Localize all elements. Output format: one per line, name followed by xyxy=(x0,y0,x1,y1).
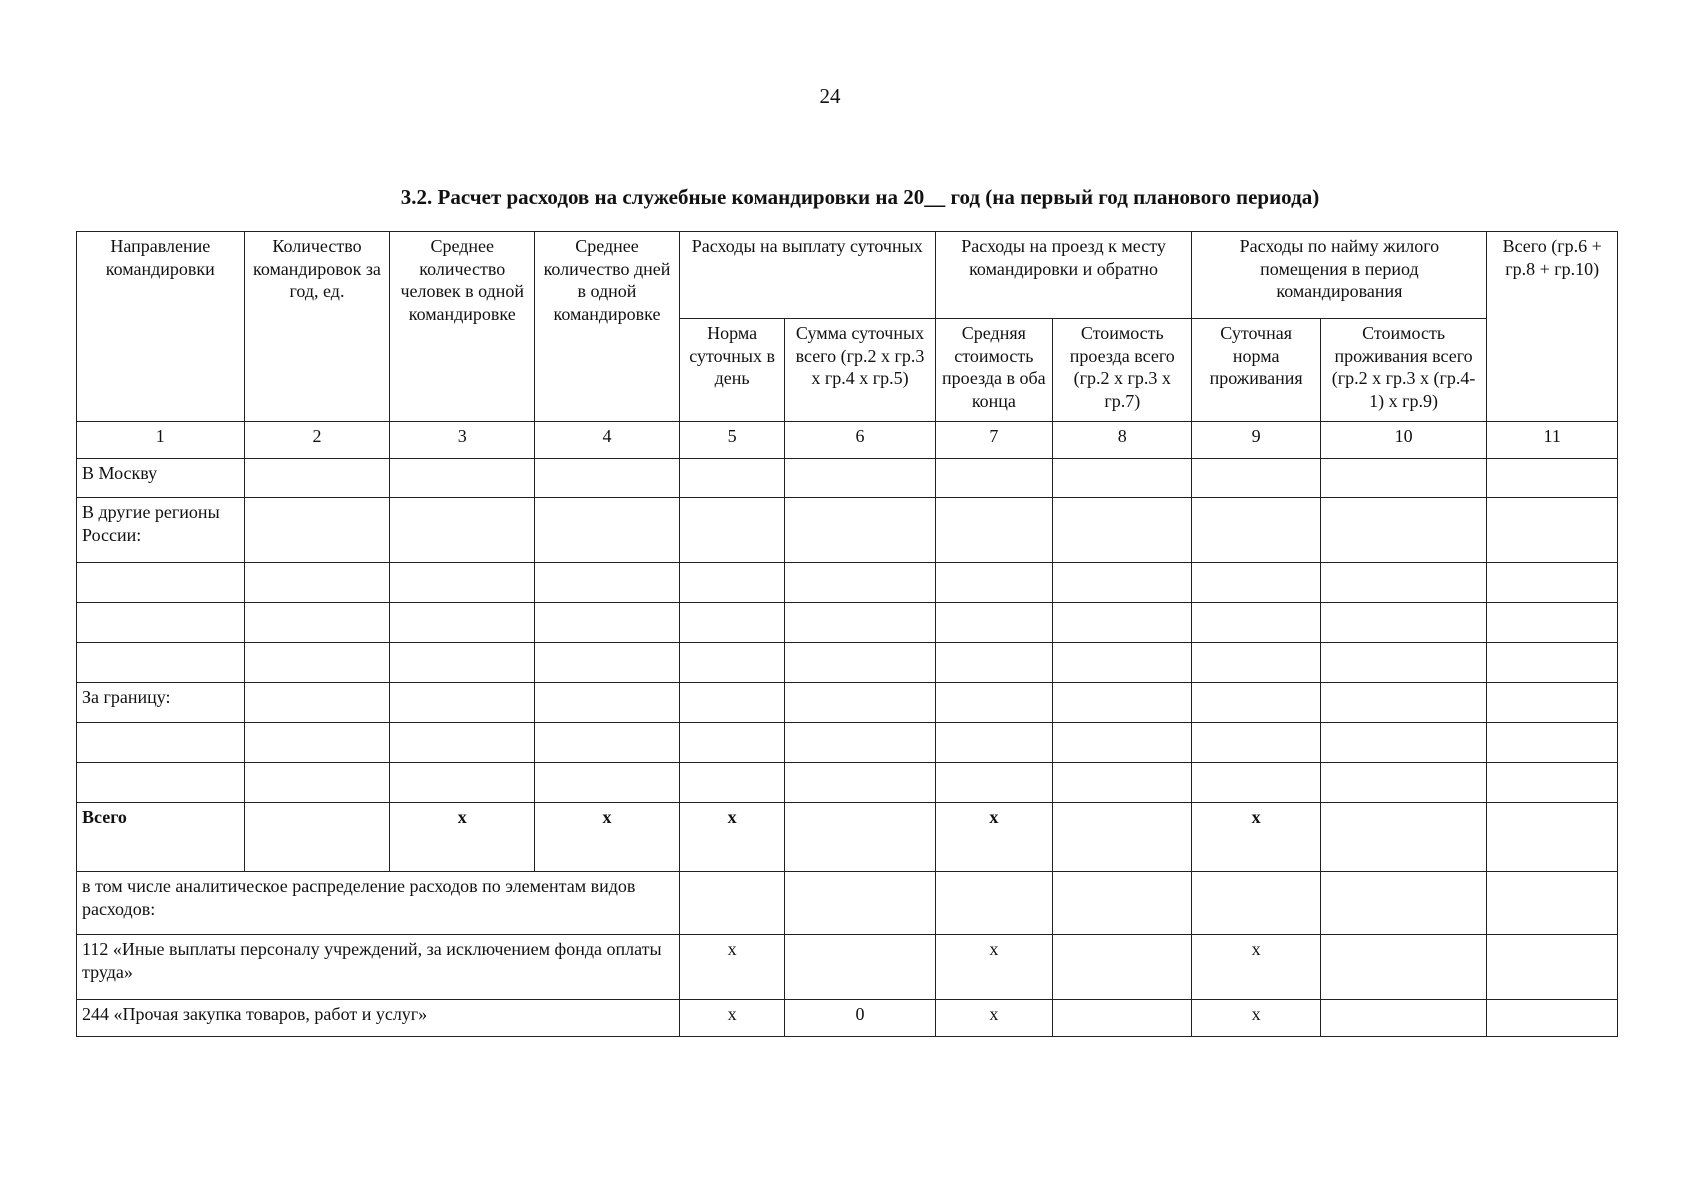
not-applicable-mark: х xyxy=(390,803,535,872)
row-label-analytic: в том числе аналитическое распределение расходов по элементам видов расходов: xyxy=(77,872,680,935)
table-cell xyxy=(244,498,390,563)
table-cell xyxy=(1487,603,1618,643)
not-applicable-mark: х xyxy=(935,803,1053,872)
table-cell xyxy=(1053,683,1192,723)
table-cell xyxy=(244,643,390,683)
table-cell xyxy=(935,563,1053,603)
table-cell xyxy=(1487,803,1618,872)
header-group-daily: Расходы на выплату суточных xyxy=(679,232,935,319)
table-cell xyxy=(1192,763,1320,803)
row-label-abroad: За границу: xyxy=(77,683,245,723)
header-avg-fare: Средняя стоимость проезда в оба конца xyxy=(935,319,1053,422)
table-cell xyxy=(1053,803,1192,872)
table-cell xyxy=(935,603,1053,643)
header-trip-count: Количество командировок за год, ед. xyxy=(244,232,390,422)
not-applicable-mark: х xyxy=(1192,803,1320,872)
header-avg-days: Среднее количество дней в одной командировке xyxy=(535,232,680,422)
table-cell xyxy=(535,723,680,763)
table-cell xyxy=(77,763,245,803)
table-cell xyxy=(679,763,785,803)
table-cell xyxy=(535,603,680,643)
table-cell xyxy=(935,683,1053,723)
header-fare-total: Стоимость проезда всего (гр.2 х гр.3 х гр.7) xyxy=(1053,319,1192,422)
zero-value: 0 xyxy=(785,1000,935,1037)
table-row-moscow xyxy=(77,459,1618,498)
table-cell xyxy=(935,723,1053,763)
table-cell xyxy=(1320,683,1487,723)
table-cell xyxy=(1320,1000,1487,1037)
table-cell xyxy=(1192,643,1320,683)
table-cell xyxy=(785,683,935,723)
not-applicable-mark: х xyxy=(679,1000,785,1037)
column-number: 3 xyxy=(390,422,535,459)
not-applicable-mark: х xyxy=(935,1000,1053,1037)
table-cell xyxy=(679,872,785,935)
table-cell xyxy=(1192,723,1320,763)
table-row-regions xyxy=(77,498,1618,563)
table-cell xyxy=(1192,498,1320,563)
table-cell xyxy=(679,563,785,603)
column-number: 11 xyxy=(1487,422,1618,459)
table-cell xyxy=(1320,603,1487,643)
table-cell xyxy=(1320,803,1487,872)
not-applicable-mark: х xyxy=(679,803,785,872)
table-cell xyxy=(77,563,245,603)
row-label-total: Всего xyxy=(77,803,245,872)
column-number: 10 xyxy=(1320,422,1487,459)
table-cell xyxy=(785,563,935,603)
table-row-blank xyxy=(77,643,1618,683)
table-cell xyxy=(935,872,1053,935)
table-cell xyxy=(679,498,785,563)
table-cell xyxy=(535,563,680,603)
table-cell xyxy=(244,763,390,803)
not-applicable-mark: х xyxy=(535,803,680,872)
table-cell xyxy=(390,683,535,723)
table-row-blank xyxy=(77,723,1618,763)
table-cell xyxy=(1053,1000,1192,1037)
header-group-travel: Расходы на проезд к месту командировки и обратно xyxy=(935,232,1192,319)
table-row-244 xyxy=(77,1000,1618,1037)
table-cell xyxy=(785,935,935,1000)
table-cell xyxy=(935,459,1053,498)
table-cell xyxy=(1053,563,1192,603)
table-cell xyxy=(935,763,1053,803)
column-number: 8 xyxy=(1053,422,1192,459)
table-cell xyxy=(1487,683,1618,723)
table-row-blank xyxy=(77,563,1618,603)
row-label-112: 112 «Иные выплаты персоналу учреждений, за исключением фонда оплаты труда» xyxy=(77,935,680,1000)
table-cell xyxy=(1192,683,1320,723)
header-direction: Направление командировки xyxy=(77,232,245,422)
not-applicable-mark: х xyxy=(679,935,785,1000)
table-cell xyxy=(785,763,935,803)
table-row-abroad xyxy=(77,683,1618,723)
table-cell xyxy=(1320,935,1487,1000)
column-number-row xyxy=(77,422,1618,459)
table-cell xyxy=(77,723,245,763)
table-cell xyxy=(785,803,935,872)
table-cell xyxy=(244,603,390,643)
table-cell xyxy=(785,459,935,498)
table-cell xyxy=(1487,723,1618,763)
table-cell xyxy=(679,603,785,643)
column-number: 1 xyxy=(77,422,245,459)
table-cell xyxy=(1053,498,1192,563)
column-number: 2 xyxy=(244,422,390,459)
table-cell xyxy=(390,603,535,643)
table-cell xyxy=(1487,643,1618,683)
table-cell xyxy=(244,459,390,498)
header-housing-norm: Суточная норма проживания xyxy=(1192,319,1320,422)
table-cell xyxy=(935,643,1053,683)
table-cell xyxy=(1192,603,1320,643)
table-cell xyxy=(1053,872,1192,935)
table-cell xyxy=(679,643,785,683)
document-title: 3.2. Расчет расходов на служебные командировки на 20__ год (на первый год планового периода) xyxy=(400,185,1320,209)
table-cell xyxy=(1192,872,1320,935)
table-cell xyxy=(244,803,390,872)
column-number: 6 xyxy=(785,422,935,459)
table-row-blank xyxy=(77,763,1618,803)
table-row-blank xyxy=(77,603,1618,643)
table-cell xyxy=(390,498,535,563)
header-group-housing: Расходы по найму жилого помещения в период командирования xyxy=(1192,232,1487,319)
table-cell xyxy=(785,603,935,643)
column-number: 5 xyxy=(679,422,785,459)
table-cell xyxy=(77,643,245,683)
column-number: 7 xyxy=(935,422,1053,459)
table-cell xyxy=(1053,459,1192,498)
table-cell xyxy=(1192,563,1320,603)
table-cell xyxy=(1053,723,1192,763)
table-cell xyxy=(679,459,785,498)
header-daily-norm: Норма суточных в день xyxy=(679,319,785,422)
table-cell xyxy=(390,459,535,498)
table-cell xyxy=(390,763,535,803)
table-cell xyxy=(1320,643,1487,683)
table-row-analytic xyxy=(77,872,1618,935)
not-applicable-mark: х xyxy=(935,935,1053,1000)
table-cell xyxy=(1487,459,1618,498)
table-cell xyxy=(1487,763,1618,803)
table-cell xyxy=(390,723,535,763)
row-label-244: 244 «Прочая закупка товаров, работ и услуг» xyxy=(77,1000,680,1037)
table-cell xyxy=(1320,872,1487,935)
table-cell xyxy=(1320,763,1487,803)
table-cell xyxy=(535,643,680,683)
table-cell xyxy=(1487,872,1618,935)
table-row-112 xyxy=(77,935,1618,1000)
table-cell xyxy=(679,723,785,763)
table-cell xyxy=(1487,498,1618,563)
column-number: 9 xyxy=(1192,422,1320,459)
table-cell xyxy=(535,763,680,803)
header-total: Всего (гр.6 + гр.8 + гр.10) xyxy=(1487,232,1618,422)
table-cell xyxy=(1320,723,1487,763)
column-number: 4 xyxy=(535,422,680,459)
table-cell xyxy=(1192,459,1320,498)
table-cell xyxy=(244,563,390,603)
row-label-regions: В другие регионы России: xyxy=(77,498,245,563)
table-row-total xyxy=(77,803,1618,872)
page-number: 24 xyxy=(819,84,841,108)
table-cell xyxy=(785,498,935,563)
table-cell xyxy=(244,723,390,763)
header-row-1 xyxy=(77,232,1618,319)
table-cell xyxy=(535,683,680,723)
table-cell xyxy=(1320,498,1487,563)
table-cell xyxy=(1053,763,1192,803)
table-cell xyxy=(1053,643,1192,683)
table-cell xyxy=(535,498,680,563)
table-cell xyxy=(1053,603,1192,643)
table-cell xyxy=(1487,1000,1618,1037)
travel-expenses-table xyxy=(76,231,1618,1037)
header-avg-people: Среднее количество человек в одной командировке xyxy=(390,232,535,422)
table-cell xyxy=(1320,563,1487,603)
not-applicable-mark: х xyxy=(1192,1000,1320,1037)
table-cell xyxy=(1487,935,1618,1000)
table-cell xyxy=(1053,935,1192,1000)
header-housing-total: Стоимость проживания всего (гр.2 х гр.3 х (гр.4-1) х гр.9) xyxy=(1320,319,1487,422)
table-cell xyxy=(244,683,390,723)
table-cell xyxy=(535,459,680,498)
not-applicable-mark: х xyxy=(1192,935,1320,1000)
table-cell xyxy=(935,498,1053,563)
table-cell xyxy=(1320,459,1487,498)
table-cell xyxy=(390,643,535,683)
table-cell xyxy=(77,603,245,643)
table-cell xyxy=(785,723,935,763)
table-cell xyxy=(785,872,935,935)
header-daily-sum: Сумма суточных всего (гр.2 х гр.3 х гр.4 х гр.5) xyxy=(785,319,935,422)
table-cell xyxy=(785,643,935,683)
table-cell xyxy=(390,563,535,603)
row-label-moscow: В Москву xyxy=(77,459,245,498)
table-cell xyxy=(679,683,785,723)
table-cell xyxy=(1487,563,1618,603)
